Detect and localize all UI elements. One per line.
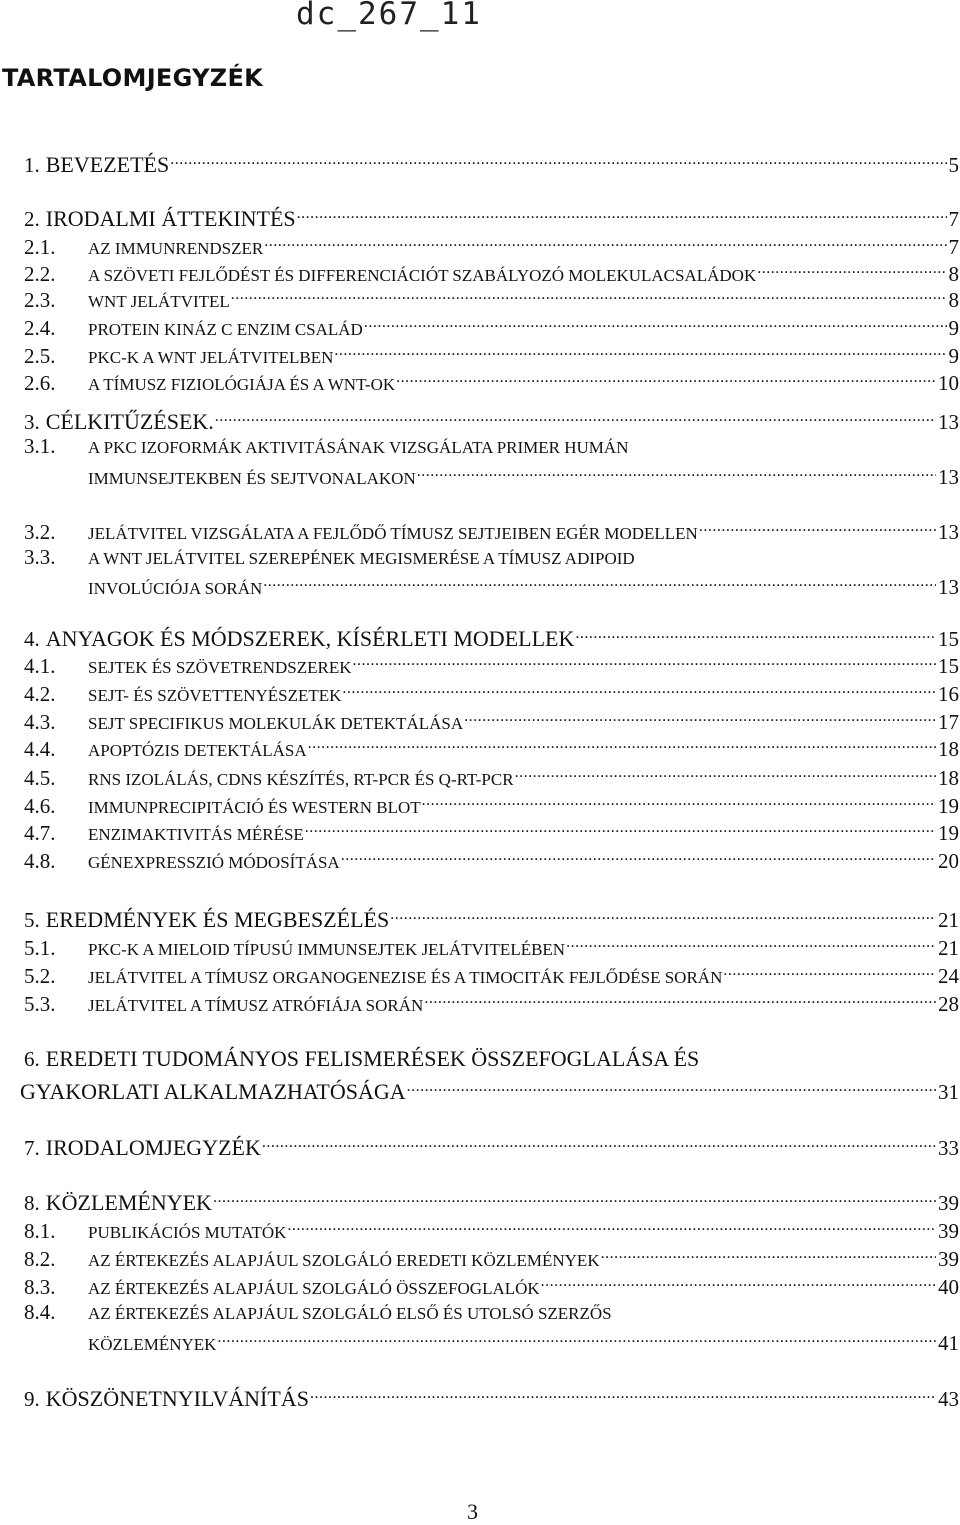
toc-entry[interactable] <box>0 734 960 763</box>
dot-leader <box>390 905 936 927</box>
toc-entry-number: 5. <box>0 908 40 932</box>
dot-leader <box>264 232 946 254</box>
toc-entry-title: JELÁTVITEL A TÍMUSZ ATRÓFIÁJA SORÁN <box>88 994 423 1018</box>
toc-entry-number: 5.3. <box>0 992 88 1016</box>
toc-entry-number: 6. <box>0 1047 40 1071</box>
dot-leader <box>699 517 936 539</box>
toc-entry-page: 19 <box>938 821 960 845</box>
toc-entry-page: 43 <box>938 1387 960 1411</box>
toc-entry-continuation[interactable] <box>0 1328 960 1357</box>
toc-entry-title: A TÍMUSZ FIZIOLÓGIÁJA ÉS A WNT-OK <box>88 373 395 397</box>
toc-entry[interactable] <box>0 651 960 680</box>
toc-entry-page: 41 <box>938 1331 960 1355</box>
toc-entry[interactable] <box>0 232 960 261</box>
toc-entry-page: 18 <box>938 766 960 790</box>
toc-entry-title: CÉLKITŰZÉSEK. <box>46 410 214 434</box>
toc-entry[interactable] <box>0 846 960 875</box>
toc-entry-page: 17 <box>938 710 960 734</box>
toc-entry-number: 2.6. <box>0 371 88 395</box>
toc-entry[interactable] <box>0 341 960 370</box>
toc-entry-continuation[interactable] <box>0 1077 960 1104</box>
toc-entry-page: 13 <box>938 575 960 599</box>
toc-entry-number: 3.3. <box>0 545 88 569</box>
toc-entry-title: KÖZLEMÉNYEK <box>46 1191 212 1215</box>
toc-entry-title: SEJT SPECIFIKUS MOLEKULÁK DETEKTÁLÁSA <box>88 712 463 736</box>
toc-entry-number: 1. <box>0 153 40 177</box>
toc-entry-number: 4.1. <box>0 654 88 678</box>
toc-entry-page: 24 <box>938 964 960 988</box>
toc-entry-number: 2.3. <box>0 288 88 312</box>
dot-leader <box>541 1272 936 1294</box>
toc-entry-page: 15 <box>938 654 960 678</box>
toc-entry-number: 4.5. <box>0 766 88 790</box>
dot-leader <box>566 933 936 955</box>
toc-entry-page: 8 <box>949 262 960 286</box>
dot-leader <box>217 1328 936 1350</box>
toc-entry-page: 16 <box>938 682 960 706</box>
toc-entry-continuation[interactable] <box>0 572 960 601</box>
toc-entry-number: 2.2. <box>0 262 88 286</box>
toc-entry-number: 3.1. <box>0 434 88 458</box>
toc-entry-title-continued: INVOLÚCIÓJA SORÁN <box>88 577 262 601</box>
toc-entry-title: PKC-K A MIELOID TÍPUSÚ IMMUNSEJTEK JELÁTVITELÉBEN <box>88 938 565 962</box>
dot-leader <box>342 679 936 701</box>
toc-entry-page: 7 <box>949 235 960 259</box>
dot-leader <box>215 407 936 429</box>
toc-entry[interactable] <box>0 763 960 792</box>
toc-entry[interactable] <box>0 204 960 231</box>
toc-entry-title: A SZÖVETI FEJLŐDÉST ÉS DIFFERENCIÁCIÓT SZABÁLYOZÓ MOLEKULACSALÁDOK <box>88 264 756 288</box>
toc-entry[interactable] <box>0 1300 960 1326</box>
toc-entry-number: 8.2. <box>0 1247 88 1271</box>
toc-entry-title: AZ IMMUNRENDSZER <box>88 237 263 261</box>
toc-entry-title: WNT JELÁTVITEL <box>88 290 230 314</box>
toc-entry-number: 3. <box>0 410 40 434</box>
toc-entry-number: 5.2. <box>0 964 88 988</box>
toc-entry[interactable] <box>0 1216 960 1245</box>
toc-entry-title: EREDMÉNYEK ÉS MEGBESZÉLÉS <box>46 908 389 932</box>
toc-entry-continuation[interactable] <box>0 462 960 491</box>
toc-entry-number: 2.5. <box>0 344 88 368</box>
toc-entry-title: JELÁTVITEL A TÍMUSZ ORGANOGENEZISE ÉS A TIMOCITÁK FEJLŐDÉSE SORÁN <box>88 966 722 990</box>
toc-entry-page: 40 <box>938 1275 960 1299</box>
dot-leader <box>575 624 936 646</box>
toc-entry-title: PUBLIKÁCIÓS MUTATÓK <box>88 1221 286 1245</box>
page-number: 3 <box>467 1499 478 1525</box>
toc-entry-number: 8.4. <box>0 1300 88 1324</box>
toc-entry-title: PKC-K A WNT JELÁTVITELBEN <box>88 346 333 370</box>
toc-entry-page: 13 <box>938 410 960 434</box>
dot-leader <box>353 651 937 673</box>
toc-entry-number: 9. <box>0 1387 40 1411</box>
dot-leader <box>310 1384 936 1406</box>
toc-entry[interactable] <box>0 791 960 820</box>
toc-entry-number: 8.3. <box>0 1275 88 1299</box>
toc-entry-number: 2.1. <box>0 235 88 259</box>
toc-entry-title: PROTEIN KINÁZ C ENZIM CSALÁD <box>88 318 363 342</box>
toc-entry-number: 5.1. <box>0 936 88 960</box>
toc-entry-title: A PKC IZOFORMÁK AKTIVITÁSÁNAK VIZSGÁLATA PRIMER HUMÁN <box>88 436 628 460</box>
toc-entry-number: 4.8. <box>0 849 88 873</box>
dot-leader <box>396 368 936 390</box>
toc-entry-page: 10 <box>938 371 960 395</box>
dot-leader <box>464 707 936 729</box>
toc-entry-title: APOPTÓZIS DETEKTÁLÁSA <box>88 739 307 763</box>
toc-entry-number: 4.7. <box>0 821 88 845</box>
toc-entry[interactable] <box>0 259 960 288</box>
toc-entry-page: 39 <box>938 1191 960 1215</box>
toc-entry-page: 21 <box>938 936 960 960</box>
toc-entry-number: 2. <box>0 207 40 231</box>
toc-entry-title: BEVEZETÉS <box>46 153 169 177</box>
toc-entry[interactable] <box>0 961 960 990</box>
toc-entry-title-continued: IMMUNSEJTEKBEN ÉS SEJTVONALAKON <box>88 467 416 491</box>
toc-entry[interactable] <box>0 1384 960 1411</box>
toc-entry-title: IRODALMI ÁTTEKINTÉS <box>46 207 296 231</box>
dot-leader <box>334 341 946 363</box>
toc-entry[interactable] <box>0 905 960 932</box>
toc-entry-title: GÉNEXPRESSZIÓ MÓDOSÍTÁSA <box>88 851 340 875</box>
dot-leader <box>723 961 936 983</box>
toc-entry-page: 15 <box>938 627 960 651</box>
toc-entry-title: JELÁTVITEL VIZSGÁLATA A FEJLŐDŐ TÍMUSZ SEJTJEIBEN EGÉR MODELLEN <box>88 522 698 546</box>
toc-entry[interactable] <box>0 368 960 397</box>
toc-entry-page: 13 <box>938 520 960 544</box>
toc-entry[interactable] <box>0 707 960 736</box>
toc-entry[interactable] <box>0 1272 960 1301</box>
toc-entry-number: 7. <box>0 1136 40 1160</box>
toc-entry-page: 39 <box>938 1219 960 1243</box>
toc-entry-number: 2.4. <box>0 316 88 340</box>
toc-entry-number: 4.2. <box>0 682 88 706</box>
toc-entry-title-continued: KÖZLEMÉNYEK <box>88 1333 216 1357</box>
toc-entry[interactable] <box>0 517 960 546</box>
toc-entry-page: 20 <box>938 849 960 873</box>
toc-entry[interactable] <box>0 1188 960 1215</box>
toc-entry[interactable] <box>0 989 960 1018</box>
dot-leader <box>263 572 936 594</box>
toc-entry[interactable] <box>0 545 960 571</box>
dot-leader <box>364 313 947 335</box>
toc-entry[interactable] <box>0 1047 960 1071</box>
dot-leader <box>308 734 936 756</box>
toc-entry-title: IRODALOMJEGYZÉK <box>46 1136 261 1160</box>
toc-entry[interactable] <box>0 1244 960 1273</box>
toc-entry-title: IMMUNPRECIPITÁCIÓ ÉS WESTERN BLOT <box>88 796 421 820</box>
toc-entry-title: A WNT JELÁTVITEL SZEREPÉNEK MEGISMERÉSE A TÍMUSZ ADIPOID <box>88 547 635 571</box>
toc-entry-page: 31 <box>938 1080 960 1104</box>
dot-leader <box>601 1244 936 1266</box>
dot-leader <box>341 846 936 868</box>
toc-entry-title: AZ ÉRTEKEZÉS ALAPJÁUL SZOLGÁLÓ EREDETI KÖZLEMÉNYEK <box>88 1249 600 1273</box>
toc-entry[interactable] <box>0 313 960 342</box>
toc-entry-title: KÖSZÖNETNYILVÁNÍTÁS <box>46 1387 309 1411</box>
dot-leader <box>424 989 936 1011</box>
toc-entry[interactable] <box>0 818 960 847</box>
toc-entry[interactable] <box>0 624 960 651</box>
dot-leader <box>305 818 936 840</box>
toc-entry-number: 4.3. <box>0 710 88 734</box>
toc-entry-number: 8. <box>0 1191 40 1215</box>
dot-leader <box>287 1216 936 1238</box>
toc-entry-title: ENZIMAKTIVITÁS MÉRÉSE <box>88 823 304 847</box>
toc-entry-number: 4.6. <box>0 794 88 818</box>
toc-entry-page: 8 <box>949 288 960 312</box>
dot-leader <box>170 150 946 172</box>
dot-leader <box>407 1077 936 1099</box>
toc-entry-page: 13 <box>938 465 960 489</box>
toc-entry-page: 28 <box>938 992 960 1016</box>
dot-leader <box>262 1133 936 1155</box>
toc-entry[interactable] <box>0 285 960 314</box>
toc-entry-page: 9 <box>949 316 960 340</box>
toc-entry[interactable] <box>0 679 960 708</box>
dot-leader <box>515 763 936 785</box>
toc-entry[interactable] <box>0 1133 960 1160</box>
toc-entry-page: 39 <box>938 1247 960 1271</box>
toc-entry[interactable] <box>0 150 960 177</box>
toc-entry-title: RNS IZOLÁLÁS, CDNS KÉSZÍTÉS, RT-PCR ÉS Q-RT-PCR <box>88 768 514 792</box>
toc-entry-title-continued: GYAKORLATI ALKALMAZHATÓSÁGA <box>20 1080 406 1104</box>
toc-entry-page: 33 <box>938 1136 960 1160</box>
toc-entry-title: SEJTEK ÉS SZÖVETRENDSZEREK <box>88 656 352 680</box>
toc-entry-title: SEJT- ÉS SZÖVETTENYÉSZETEK <box>88 684 341 708</box>
toc-entry[interactable] <box>0 407 960 434</box>
toc-entry-title: EREDETI TUDOMÁNYOS FELISMERÉSEK ÖSSZEFOGLALÁSA ÉS <box>46 1047 700 1071</box>
dot-leader <box>231 285 947 307</box>
toc-entry[interactable] <box>0 933 960 962</box>
dot-leader <box>213 1188 936 1210</box>
dot-leader <box>297 204 947 226</box>
toc-entry-page: 5 <box>949 153 960 177</box>
toc-entry-number: 8.1. <box>0 1219 88 1243</box>
toc-entry-number: 3.2. <box>0 520 88 544</box>
toc-entry[interactable] <box>0 434 960 460</box>
toc-entry-page: 19 <box>938 794 960 818</box>
dot-leader <box>757 259 946 281</box>
dot-leader <box>417 462 936 484</box>
document-code: dc_267_11 <box>296 0 482 32</box>
toc-entry-number: 4.4. <box>0 737 88 761</box>
toc-title: TARTALOMJEGYZÉK <box>2 64 263 92</box>
toc-entry-title: AZ ÉRTEKEZÉS ALAPJÁUL SZOLGÁLÓ ELSŐ ÉS UTOLSÓ SZERZŐS <box>88 1302 612 1326</box>
toc-entry-page: 7 <box>949 207 960 231</box>
toc-entry-page: 9 <box>949 344 960 368</box>
toc-entry-title: ANYAGOK ÉS MÓDSZEREK, KÍSÉRLETI MODELLEK <box>46 627 575 651</box>
toc-entry-title: AZ ÉRTEKEZÉS ALAPJÁUL SZOLGÁLÓ ÖSSZEFOGLALÓK <box>88 1277 540 1301</box>
toc-entry-number: 4. <box>0 627 40 651</box>
toc-entry-page: 18 <box>938 737 960 761</box>
toc-entry-page: 21 <box>938 908 960 932</box>
dot-leader <box>422 791 936 813</box>
